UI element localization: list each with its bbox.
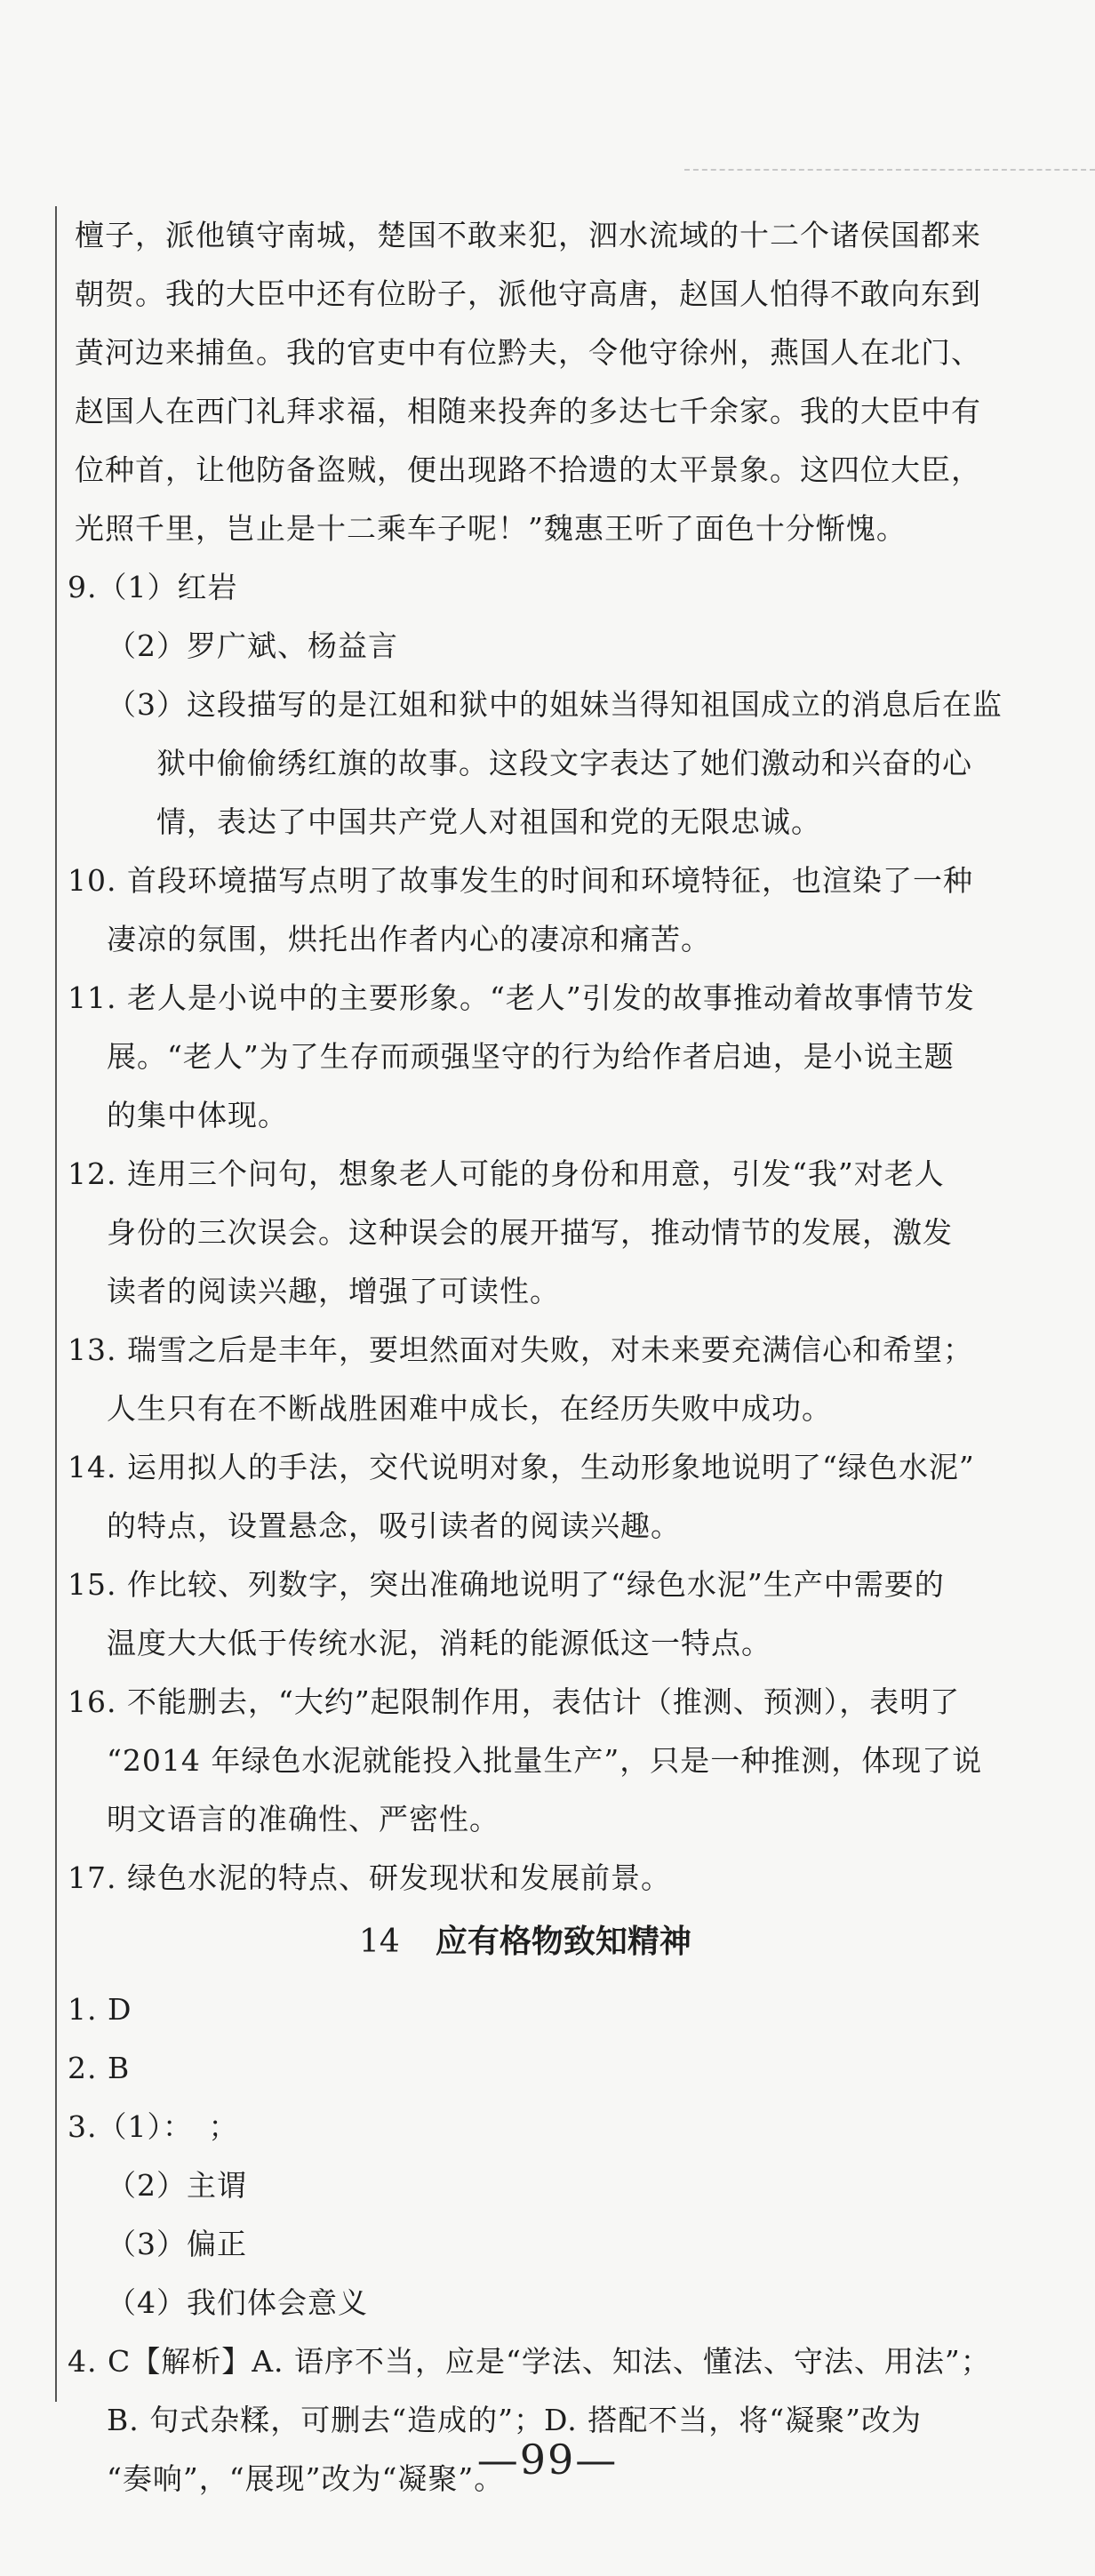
- answer-line: 展。“老人”为了生存而顽强坚守的行为给作者启迪，是小说主题: [107, 1039, 955, 1074]
- answer-line: B. 句式杂糅，可删去“造成的”；D. 搭配不当，将“凝聚”改为: [107, 2403, 922, 2437]
- section-number: 14: [359, 1924, 400, 1960]
- answer-line: 12. 连用三个问句，想象老人可能的身份和用意，引发“我”对老人: [68, 1156, 945, 1191]
- answer-line: 3.（1）： ；: [68, 2109, 239, 2144]
- header-dashed-rule: [684, 169, 1095, 171]
- passage-line: 赵国人在西门礼拜求福，相随来投奔的多达七千余家。我的大臣中有: [75, 394, 981, 428]
- passage-line: 光照千里，岂止是十二乘车子呢！”魏惠王听了面色十分惭愧。: [75, 511, 907, 546]
- page-number: —99—: [476, 2436, 619, 2484]
- answer-line: （4）我们体会意义: [107, 2285, 368, 2320]
- answer-line: 17. 绿色水泥的特点、研发现状和发展前景。: [68, 1860, 671, 1895]
- answer-line: 的特点，设置悬念，吸引读者的阅读兴趣。: [107, 1508, 681, 1543]
- answer-line: 的集中体现。: [107, 1098, 288, 1132]
- answer-line: 14. 运用拟人的手法，交代说明对象，生动形象地说明了“绿色水泥”: [68, 1450, 975, 1484]
- answer-line: 2. B: [68, 2051, 131, 2085]
- answer-line: 9.（1）红岩: [68, 570, 238, 604]
- passage-line: 位种首，让他防备盗贼，便出现路不拾遗的太平景象。这四位大臣，: [75, 452, 981, 487]
- answer-line: “奏响”，“展现”改为“凝聚”。: [107, 2461, 505, 2496]
- passage-line: 黄河边来捕鱼。我的官吏中有位黔夫，令他守徐州，燕国人在北门、: [75, 335, 981, 370]
- passage-line: 朝贺。我的大臣中还有位盼子，派他守高唐，赵国人怕得不敢向东到: [75, 276, 981, 311]
- answer-line: 13. 瑞雪之后是丰年，要坦然面对失败，对未来要充满信心和希望；: [68, 1332, 973, 1367]
- answer-line: 11. 老人是小说中的主要形象。“老人”引发的故事推动着故事情节发: [68, 980, 975, 1015]
- answer-line: （2）主谓: [107, 2168, 247, 2203]
- section-heading: [359, 1915, 691, 1969]
- answer-line: “2014 年绿色水泥就能投入批量生产”，只是一种推测，体现了说: [107, 1743, 983, 1778]
- answer-line: 人生只有在不断战胜困难中成长，在经历失败中成功。: [107, 1391, 832, 1426]
- answer-line: 狱中偷偷绣红旗的故事。这段文字表达了她们激动和兴奋的心: [156, 746, 972, 780]
- answer-line: 温度大大低于传统水泥，消耗的能源低这一特点。: [107, 1626, 771, 1660]
- answer-line: 4. C【解析】A. 语序不当，应是“学法、知法、懂法、守法、用法”；: [68, 2344, 991, 2379]
- section-title: 应有格物致知精神: [435, 1923, 691, 1960]
- answer-line: 读者的阅读兴趣，增强了可读性。: [107, 1274, 560, 1308]
- answer-line: 明文语言的准确性、严密性。: [107, 1802, 500, 1836]
- answer-line: （2）罗广斌、杨益言: [107, 628, 398, 663]
- passage-line: 檀子，派他镇守南城，楚国不敢来犯，泗水流域的十二个诸侯国都来: [75, 218, 981, 252]
- answer-line: 16. 不能删去，“大约”起限制作用，表估计（推测、预测），表明了: [68, 1684, 961, 1719]
- answer-line: 凄凉的氛围，烘托出作者内心的凄凉和痛苦。: [107, 922, 711, 956]
- answer-line: 15. 作比较、列数字，突出准确地说明了“绿色水泥”生产中需要的: [68, 1567, 945, 1602]
- answer-line: 情，表达了中国共产党人对祖国和党的无限忠诚。: [156, 804, 821, 839]
- answer-line: 10. 首段环境描写点明了故事发生的时间和环境特征，也渲染了一种: [68, 863, 973, 898]
- answer-line: 1. D: [68, 1992, 132, 2027]
- answer-line: （3）这段描写的是江姐和狱中的姐妹当得知祖国成立的消息后在监: [107, 687, 1003, 722]
- answer-line: 身份的三次误会。这种误会的展开描写，推动情节的发展，激发: [107, 1215, 953, 1250]
- answer-line: （3）偏正: [107, 2227, 247, 2261]
